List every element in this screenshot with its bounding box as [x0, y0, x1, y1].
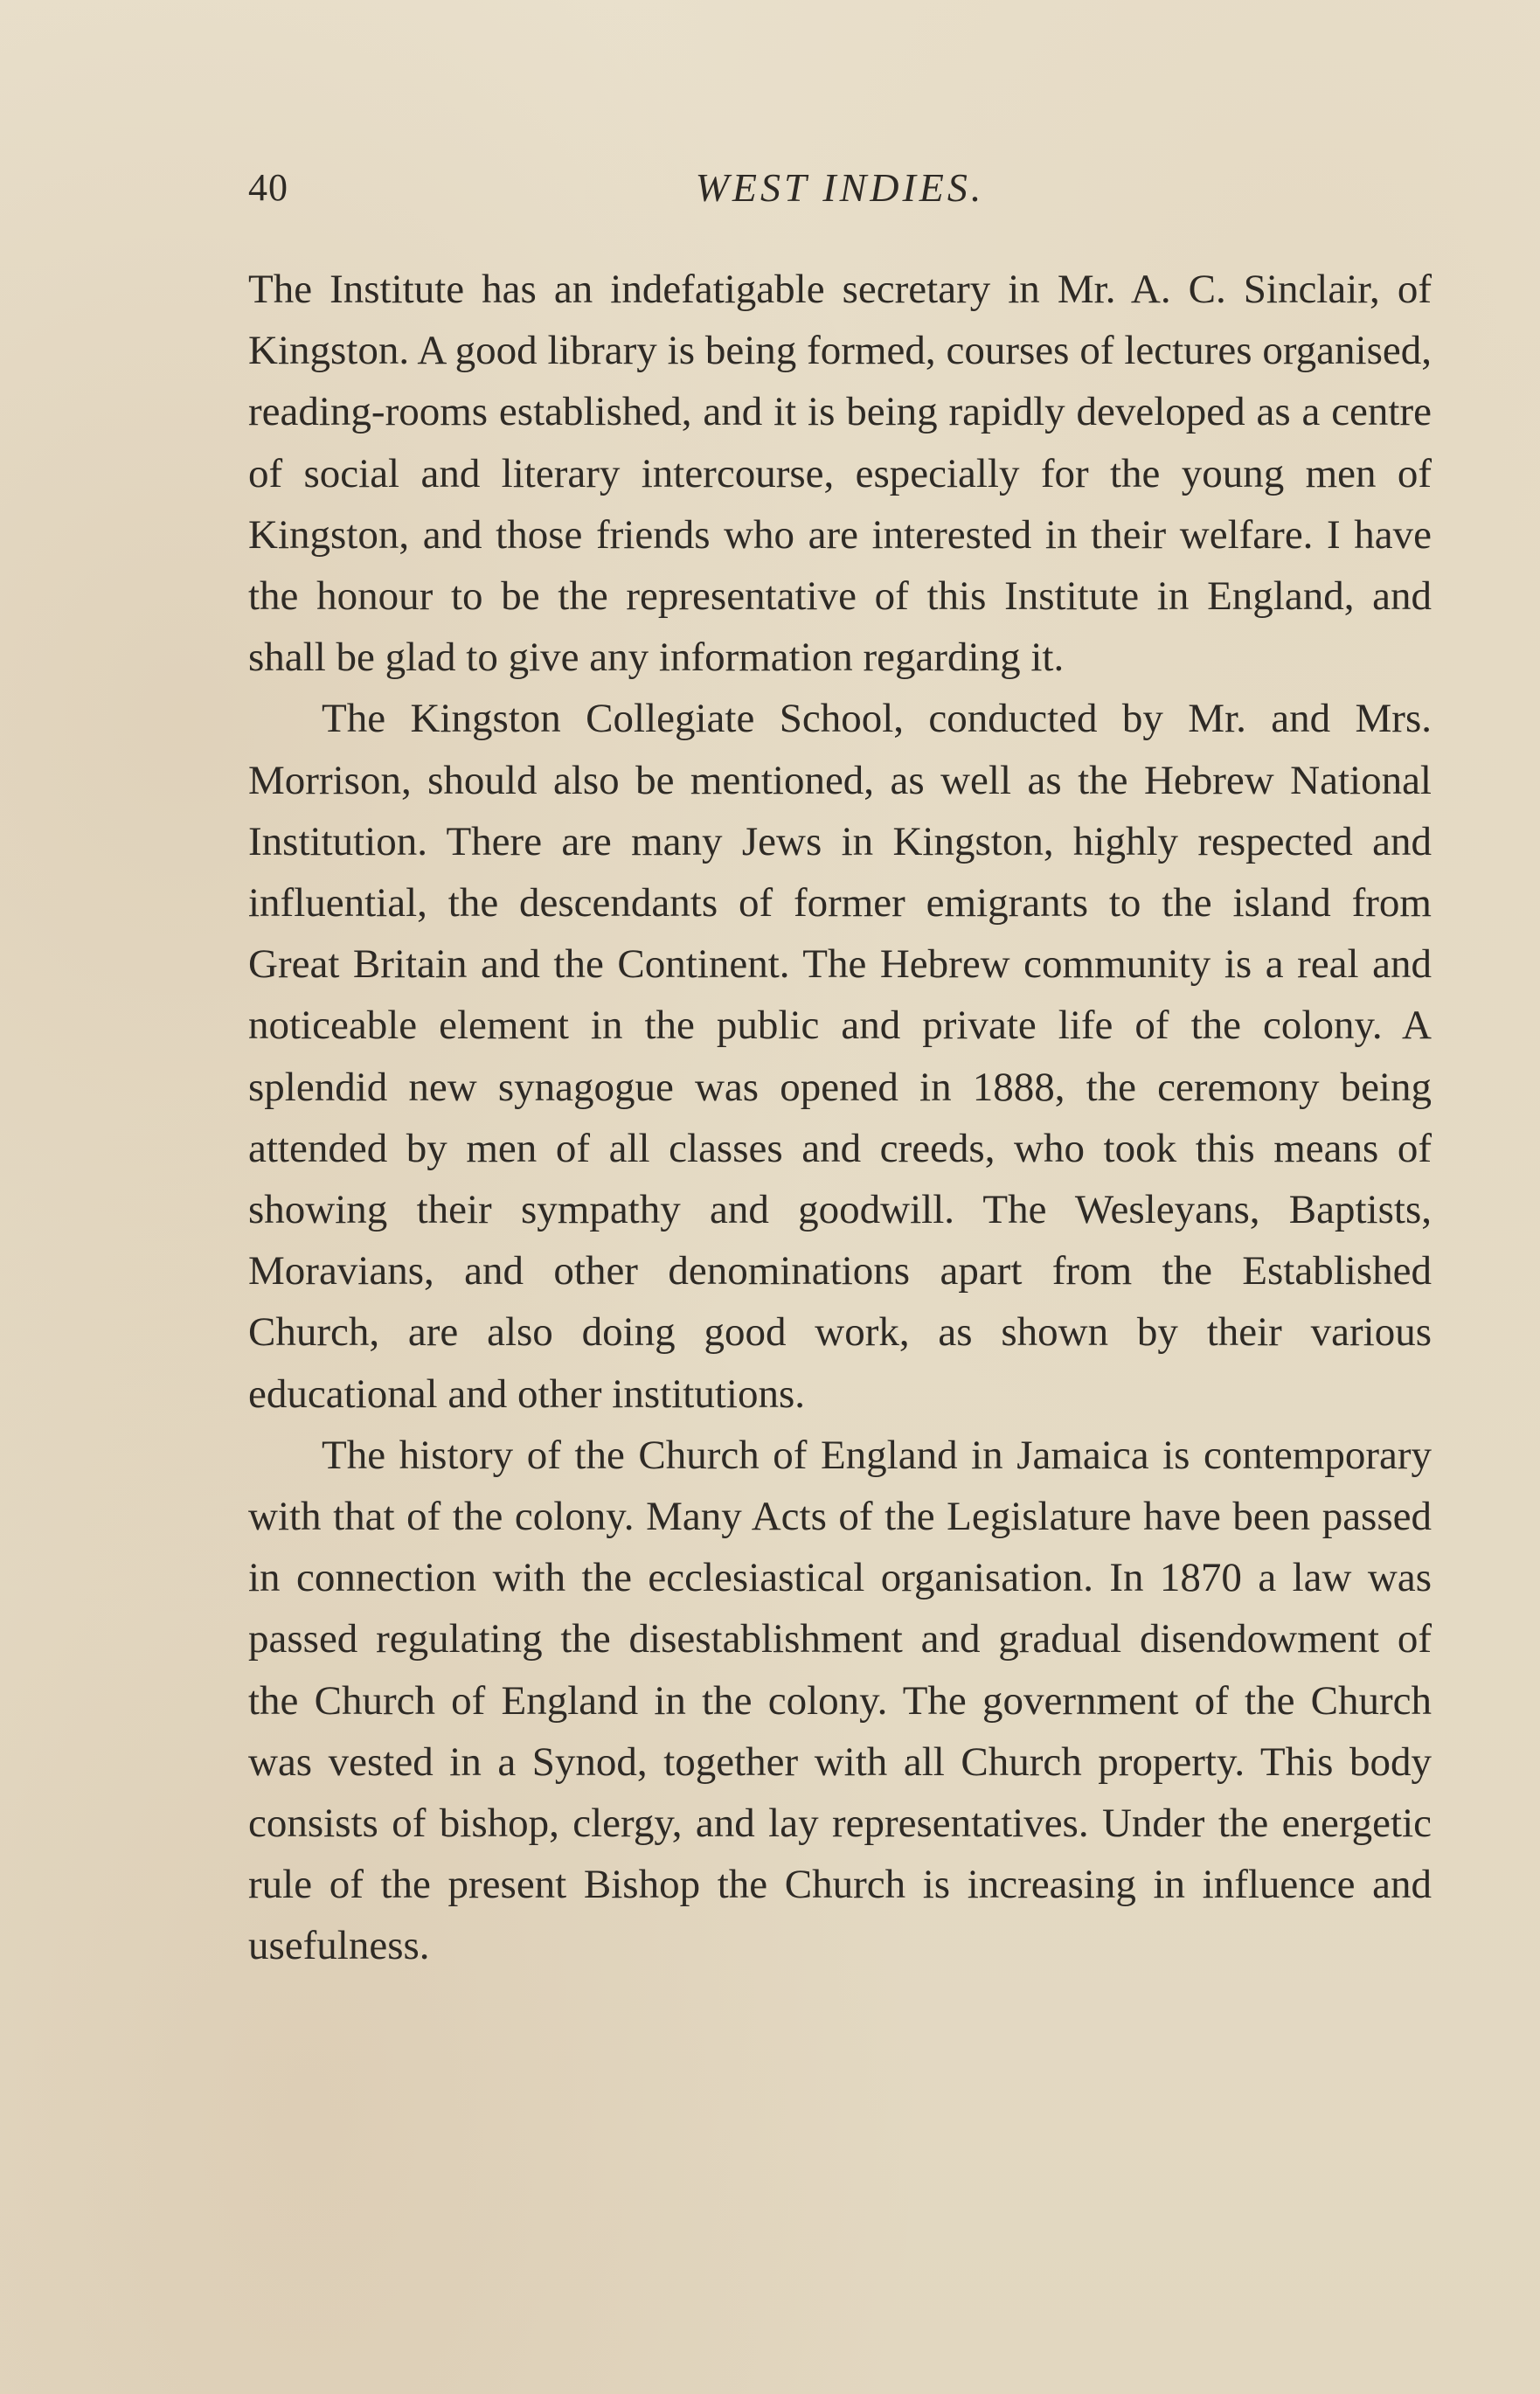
page-header — [248, 157, 1432, 219]
paragraph-collegiate-school: The Kingston Collegiate School, conducted by Mr. and Mrs. Morrison, should also be mentioned, as well as the Hebrew National Institution. There are many Jews in Kingston, highly respected and influential, the descendants of former emigrants to the island from Great Britain and the Continent. The Hebrew community is a real and noticeable element in the public and private life of the colony. A splendid new synagogue was opened in 1888, the ceremony being attended by men of all classes and creeds, who took this means of showing their sympathy and goodwill. The Wesleyans, Baptists, Moravians, and other denominations apart from the Established Church, are also doing good work, as shown by their various educational and other institutions. — [248, 696, 1432, 1417]
body-text — [248, 259, 1432, 1977]
page-number: 40 — [248, 166, 288, 209]
running-title: WEST INDIES. — [695, 165, 985, 210]
paragraph-church-history: The history of the Church of England in Jamaica is contemporary with that of the colony. Many Acts of the Legislature have been passed in connection with the ecclesiastical organisation. In 1870 a law was passed regulating the disestablishment and gradual disendowment of the Church of England in the colony. The government of the Church was vested in a Synod, together with all Church property. This body consists of bishop, clergy, and lay representatives. Under the energetic rule of the present Bishop the Church is increasing in influence and usefulness. — [248, 1432, 1432, 1969]
paragraph-institute: The Institute has an indefatigable secretary in Mr. A. C. Sinclair, of Kingston. A good library is being formed, courses of lectures organised, reading-rooms established, and it is being rapidly developed as a centre of social and literary intercourse, especially for the young men of Kingston, and those friends who are interested in their welfare. I have the honour to be the representative of this Institute in England, and shall be glad to give any information regarding it. — [248, 267, 1432, 681]
